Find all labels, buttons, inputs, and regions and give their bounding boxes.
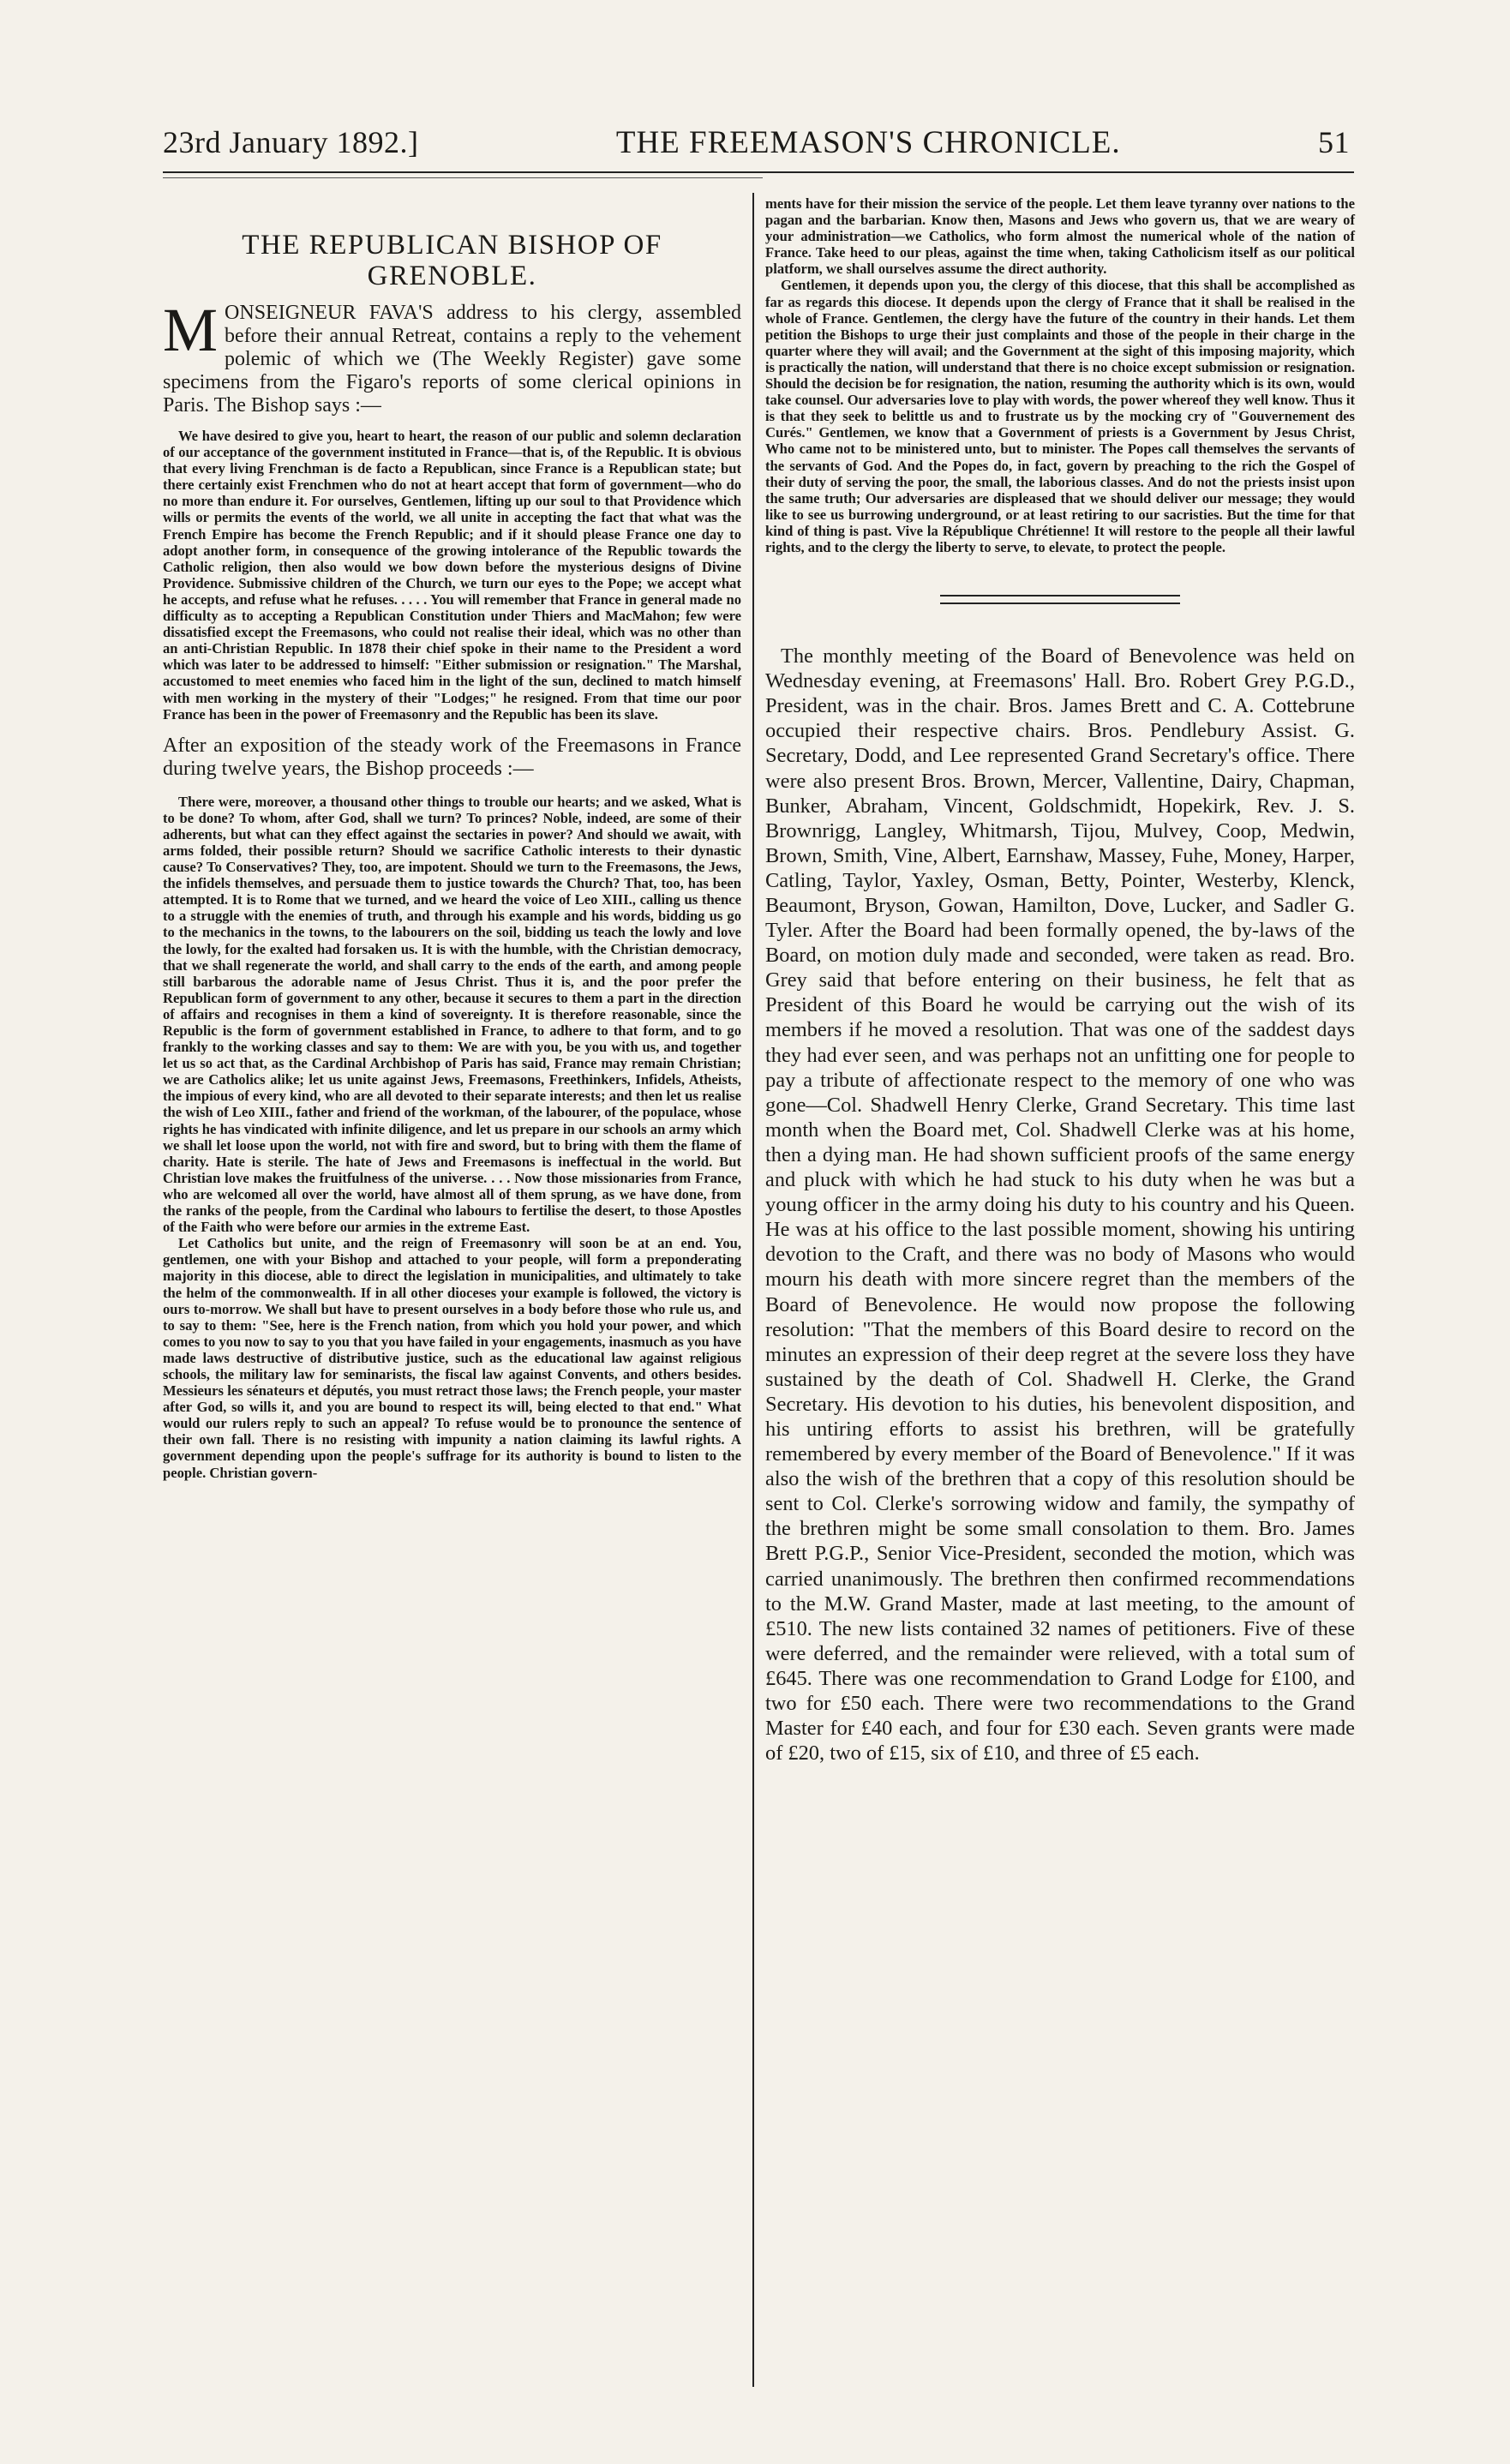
quote-paragraph: Let Catholics but unite, and the reign of Freemasonry will soon be at an end. You, gentlemen, one with your Bishop and attached to your people, will form a preponderating majority in this diocese, able to direct the legislation in municipalities, and ultimately to take the helm of the commonwealth. If in all other dioceses your example is followed, the victory is ours to-morrow. We shall but have to present ourselves in a body before those who rule us, and to say to them: "See, here is the French nation, from which you hold your power, and which comes to you now to say to you that you have failed in your engagements, inasmuch as you have made laws destructive of distributive justice, such as the educational law against religious schools, the military law for seminarists, the fiscal law against Convents, and others besides. Messieurs les sénateurs et députés, you must retract those laws; the French people, your master after God, so wills it, and you are bound to respect its will, being elected to that end." What would our rulers reply to such an appeal? To refuse would be to pronounce the sentence of their own fall. There is no resisting with impunity a nation claiming its lawful rights. A government depending upon the people's suffrage for its authority is bound to listen to the people. Christian govern- — [163, 1235, 742, 1481]
section-divider — [940, 595, 1180, 604]
column-divider — [752, 193, 754, 2387]
header-rule-thin — [163, 177, 763, 178]
issue-date: 23rd January 1892.] — [163, 125, 419, 159]
quote-paragraph: ments have for their mission the service of the people. Let them leave tyranny over nations to the pagan and the barbarian. Know then, Masons and Jews who govern us, that we are weary of your administration—we Catholics, who form almost the numerical whole of the nation of France. Take heed to our pleas, against the time when, taking Catholicism itself as our political platform, we shall ourselves assume the direct authority. — [765, 195, 1355, 278]
quote-paragraph: Gentlemen, it depends upon you, the clergy of this diocese, that this shall be accomplished as far as regards this diocese. It depends upon the clergy of France that it shall be realised in the whole of France. Gentlemen, the clergy have the future of the country in their hands. Let them petition the Bishops to urge their just complaints and those of the people in their charge in the quarter where they will avail; and the Government at the sight of this imposing majority, which is practically the nation, will understand that there is no choice except submission or resignation. Should the decision be for resignation, the nation, resuming the authority which is its own, would take counsel. Our adversaries love to play with words, the power whereof they well know. Thus it is that they seek to belittle us and to frustrate us by the mocking cry of "Gouvernement des Curés." Gentlemen, we know that a Government of priests is a Government by Jesus Christ, Who came not to be ministered unto, but to minister. The Popes call themselves the servants of the servants of God. And the Popes do, in fact, govern by preaching to the rich the Gospel of their duty of serving the poor, the small, the laborious classes. And do not the priests insist upon the same truth; Our adversaries are displeased that we should deliver our message; they would like to see us burrowing underground, or at least retiring to our sacristies. But the time for that kind of thing is past. Vive la République Chrétienne! It will restore to the people all their lawful rights, and to the clergy the liberty to serve, to elevate, to protect the people. — [765, 277, 1355, 555]
article-bridge-text: After an exposition of the steady work of the Freemasons in France during twelve years, the Bishop proceeds :— — [163, 734, 741, 781]
lead-text: ONSEIGNEUR FAVA'S address to his clergy, assembled before their annual Retreat, contains a reply to the vehement polemic of which we (The Weekly Register) gave some specimens from the Figaro's reports of some clerical opinions in Paris. The Bishop says :— — [163, 302, 741, 417]
quote-paragraph: There were, moreover, a thousand other things to trouble our hearts; and we asked, What is to be done? To whom, after God, shall we turn? To princes? Noble, indeed, are some of their adherents, but what can they effect against the sectaries in power? And should we await, with arms folded, their possible return? Should we sacrifice Catholic interests to their dynastic cause? To Conservatives? They, too, are impotent. Should we turn to the Freemasons, the Jews, the infidels themselves, and persuade them to justice towards the Church? That, too, has been attempted. It is to Rome that we turned, and we heard the voice of Leo XIII., calling us thence to a struggle with the enemies of truth, and through his example and his words, bidding us go to the mechanics in the towns, to the labourers on the soil, bidding us teach the lowly and love the lowly, for the exalted had forsaken us. It is with the humble, with the Christian democracy, that we shall regenerate the world, and shall carry to the ends of the earth, and among people still barbarous the adorable name of Jesus Christ. Thus it is, and the poor prefer the Republican form of government to any other, because it secures to them a part in the direction of affairs and recognises in them a kind of sovereignty. It is therefore reasonable, since the Republic is the form of government established in France, to adhere to that form, and to go frankly to the working classes and say to them: We are with you, be you with us, and together let us so act that, as the Cardinal Archbishop of Paris has said, France may remain Christian; we are Catholics alike; let us unite against Jews, Freemasons, Freethinkers, Infidels, Atheists, the impious of every kind, who are all devoted to their separate interests; and then let us realise the wish of Leo XIII., father and friend of the workman, of the labourer, of the populace, whose rights he has vindicated with infinite diligence, and let us prepare in our schools an army which we shall let loose upon the world, not with fire and sword, but to bring with them the flame of charity. Hate is sterile. The hate of Jews and Freemasons is ineffectual in the world. But Christian love makes the fruitfulness of the universe. . . . Now those missionaries from France, who are welcomed all over the world, have almost all of them sprung, as we have done, from the ranks of the people, from the Cardinal who labours to fertilise the desert, to those Apostles of the Faith who were before our armies in the extreme East. — [163, 793, 741, 1236]
quote-paragraph: We have desired to give you, heart to heart, the reason of our public and solemn declaration of our acceptance of the government instituted in France—that is, of the Republic. It is obvious that every living Frenchman is de facto a Republican, since France is a Republican state; but there certainly exist Frenchmen who do not at heart accept that form of government—who do no more than endure it. For ourselves, Gentlemen, lifting up our soul to that Providence which wills or permits the events of the world, we all unite in accepting the fact that what was the French Empire has become the French Republic; and if it should please France one day to adopt another form, in consequence of the growing intolerance of the Republic towards the Catholic religion, then also would we bow down before the mysterious designs of Divine Providence. Submissive children of the Church, we turn our eyes to the Pope; we accept what he accepts, and refuse what he refuses. . . . . You will remember that France in general made no difficulty as to accepting a Republican Constitution under Thiers and MacMahon; few were dissatisfied except the Freemasons, who could not realise their ideal, which was no other than an anti-Christian Republic. In 1878 their chief spoke in their name to the President a word which was later to be addressed to himself: "Either submission or resignation." The Marshal, accustomed to meet enemies who faced him in the light of the sun, declined to match himself with men working in the mystery of their "Lodges;" he resigned. From that time our poor France has been in the power of Freemasonry and the Republic has been its slave. — [163, 428, 741, 722]
board-of-benevolence-report: The monthly meeting of the Board of Benevolence was held on Wednesday evening, at Freemasons' Hall. Bro. Robert Grey P.G.D., President, was in the chair. Bros. James Brett and C. A. Cottebrune occupied their respective chairs. Bros. Pendlebury Assist. G. Secretary, Dodd, and Lee represented Grand Secretary's office. There were also present Bros. Brown, Mercer, Vallentine, Dairy, Chapman, Bunker, Abraham, Vincent, Goldschmidt, Hopekirk, Rev. J. S. Brownrigg, Langley, Whitmarsh, Tijou, Mulvey, Coop, Medwin, Brown, Smith, Vine, Albert, Earnshaw, Massey, Fuhe, Money, Harper, Catling, Taylor, Yaxley, Osman, Betty, Pointer, Westerby, Klenck, Beaumont, Bryson, Gowan, Hamilton, Dove, Lucker, and Sadler G. Tyler. After the Board had been formally opened, the by-laws of the Board, on motion duly made and seconded, were taken as read. Bro. Grey said that before entering on their business, he felt that as President of this Board he would be carrying out the wish of its members if he moved a resolution. That was one of the saddest days they had ever seen, and was perhaps not an unfitting one for people to pay a tribute of affectionate respect to the memory of one who was gone—Col. Shadwell Henry Clerke, Grand Secretary. This time last month when the Board met, Col. Shadwell Clerke was at his home, then a dying man. He had shown sufficient proofs of the same energy and pluck with which he had stuck to his duty when he was but a young officer in the army doing his duty to his country and his Queen. He was at his office to the last possible moment, showing his untiring devotion to the Craft, and there was no body of Masons who would mourn his death with more sincere regret than the members of the Board of Benevolence. He would now propose the following resolution: "That the members of this Board desire to record on the minutes an expression of their deep regret at the severe loss they have sustained by the death of Col. Shadwell H. Clerke, the Grand Secretary. His devotion to his duties, his benevolent disposition, and his untiring efforts to assist his brethren, will be gratefully remembered by every member of the Board of Benevolence." If it was also the wish of the brethren that a copy of this resolution should be sent to Col. Clerke's sorrowing widow and family, the sympathy of the brethren might be some small consolation to them. Bro. James Brett P.G.P., Senior Vice-President, seconded the motion, which was carried unanimously. The brethren then confirmed recommendations to the M.W. Grand Master, made at last meeting, to the amount of £510. The new lists contained 32 names of petitioners. Five of these were deferred, and the remainder were relieved, with a total sum of £645. There was one recommendation to Grand Lodge for £100, and two for £50 each. There were two recommendations to the Grand Master for £40 each, and four for £30 each. Seven grants were made of £20, two of £15, six of £10, and three of £5 each. — [765, 644, 1355, 1766]
page-header — [163, 124, 1350, 167]
page-number: 51 — [1317, 125, 1350, 159]
bishop-quote-1 — [163, 428, 741, 722]
bishop-quote-continued — [765, 195, 1355, 555]
header-rule — [163, 171, 1354, 173]
bishop-quote-2 — [163, 794, 741, 1481]
left-column — [163, 195, 741, 1481]
right-column — [765, 195, 1355, 1766]
article-title: THE REPUBLICAN BISHOP OF GRENOBLE. — [242, 230, 662, 291]
drop-cap: M — [163, 296, 219, 364]
article-lead — [163, 296, 741, 417]
publication-title: THE FREEMASON'S CHRONICLE. — [615, 125, 1121, 160]
